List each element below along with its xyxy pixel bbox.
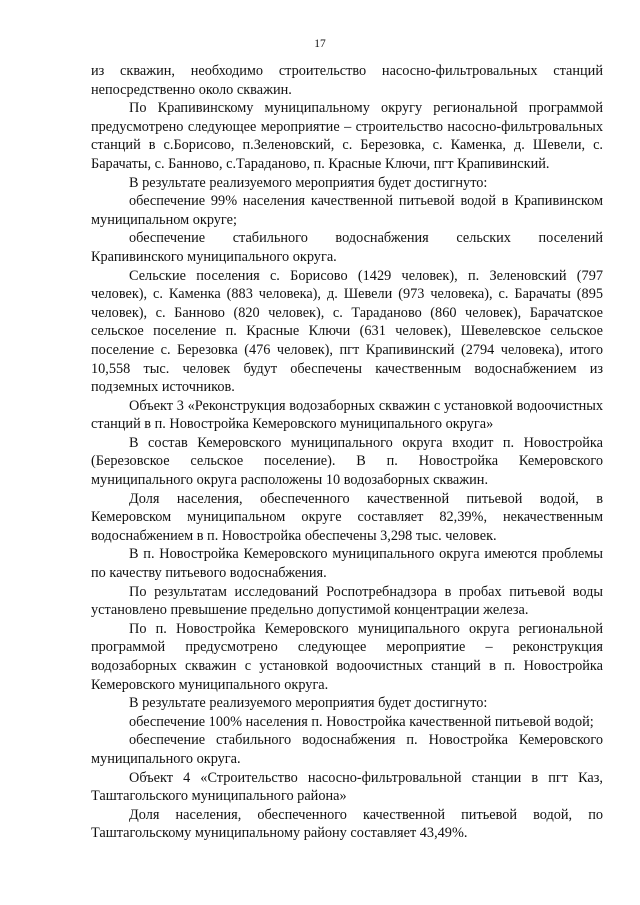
section-heading: Объект 3 «Реконструкция водозаборных скважин с установкой водоочистных станций в п. Новостройка Кемеровского муниципального округа» (91, 397, 603, 433)
paragraph: По п. Новостройка Кемеровского муниципального округа региональной программой предусмотрено следующее мероприятие – реконструкция водозаборных скважин с установкой водоочистных станций в п. Новостройка Кемеровского муниципального округа. (91, 620, 603, 693)
paragraph: обеспечение 99% населения качественной питьевой водой в Крапивинском муниципальном округе; (91, 193, 603, 228)
paragraph: В п. Новостройка Кемеровского муниципального округа имеются проблемы по качеству питьевого водоснабжения. (91, 546, 603, 582)
paragraph: обеспечение стабильного водоснабжения сельских поселений Крапивинского муниципального округа. (91, 230, 603, 265)
paragraph: Сельские поселения с. Борисово (1429 человек), п. Зеленовский (797 человек), с. Каменка (883 человека), д. Шевели (973 человека), с. Барачаты (895 человек), с. Банново (820 человек), с. Тараданово (860 человек), Барачатское сельское поселение п. Красные Ключи (631 человек), Шевелевское сельское поселение с. Березовка (476 человек), пгт Крапивинский (2794 человека), итого 10,558 тыс. человек будут обеспечены качественным водоснабжением из подземных источников. (91, 267, 603, 396)
page-number: 17 (314, 38, 326, 50)
section-heading: Объект 4 «Строительство насосно-фильтровальной станции в пгт Каз, Таштагольского муниципального района» (91, 769, 603, 805)
paragraph: В результате реализуемого мероприятия будет достигнуто: (129, 174, 488, 191)
paragraph: Доля населения, обеспеченного качественной питьевой водой, в Кемеровском муниципальном округе составляет 82,39%, некачественным водоснабжением в п. Новостройка обеспечены 3,298 тыс. человек. (91, 490, 603, 544)
paragraph: В состав Кемеровского муниципального округа входит п. Новостройка (Березовское сельское поселение). В п. Новостройка Кемеровского муниципального округа расположены 10 водозаборных скважин. (91, 434, 603, 489)
paragraph: По Крапивинскому муниципальному округу региональной программой предусмотрено следующее мероприятие – строительство насосно-фильтровальных станций в с.Борисово, п.Зеленовский, с. Березовка, с. Каменка, д. Шевели, с. Барачаты, с. Банново, с.Тараданово, п. Красные Ключи, пгт Крапивинский. (91, 100, 603, 172)
paragraph: обеспечение стабильного водоснабжения п. Новостройка Кемеровского муниципального округа. (91, 732, 603, 767)
paragraph: Доля населения, обеспеченного качественной питьевой водой, по Таштагольскому муниципальному району составляет 43,49%. (91, 806, 603, 842)
paragraph: В результате реализуемого мероприятия будет достигнуто: (129, 695, 488, 712)
paragraph: обеспечение 100% населения п. Новостройка качественной питьевой водой; (129, 713, 594, 730)
document-body (91, 62, 603, 843)
paragraph: По результатам исследований Роспотребнадзора в пробах питьевой воды установлено превышение предельно допустимой концентрации железа. (91, 583, 603, 619)
paragraph: из скважин, необходимо строительство насосно-фильтровальных станций непосредственно около скважин. (91, 63, 603, 98)
